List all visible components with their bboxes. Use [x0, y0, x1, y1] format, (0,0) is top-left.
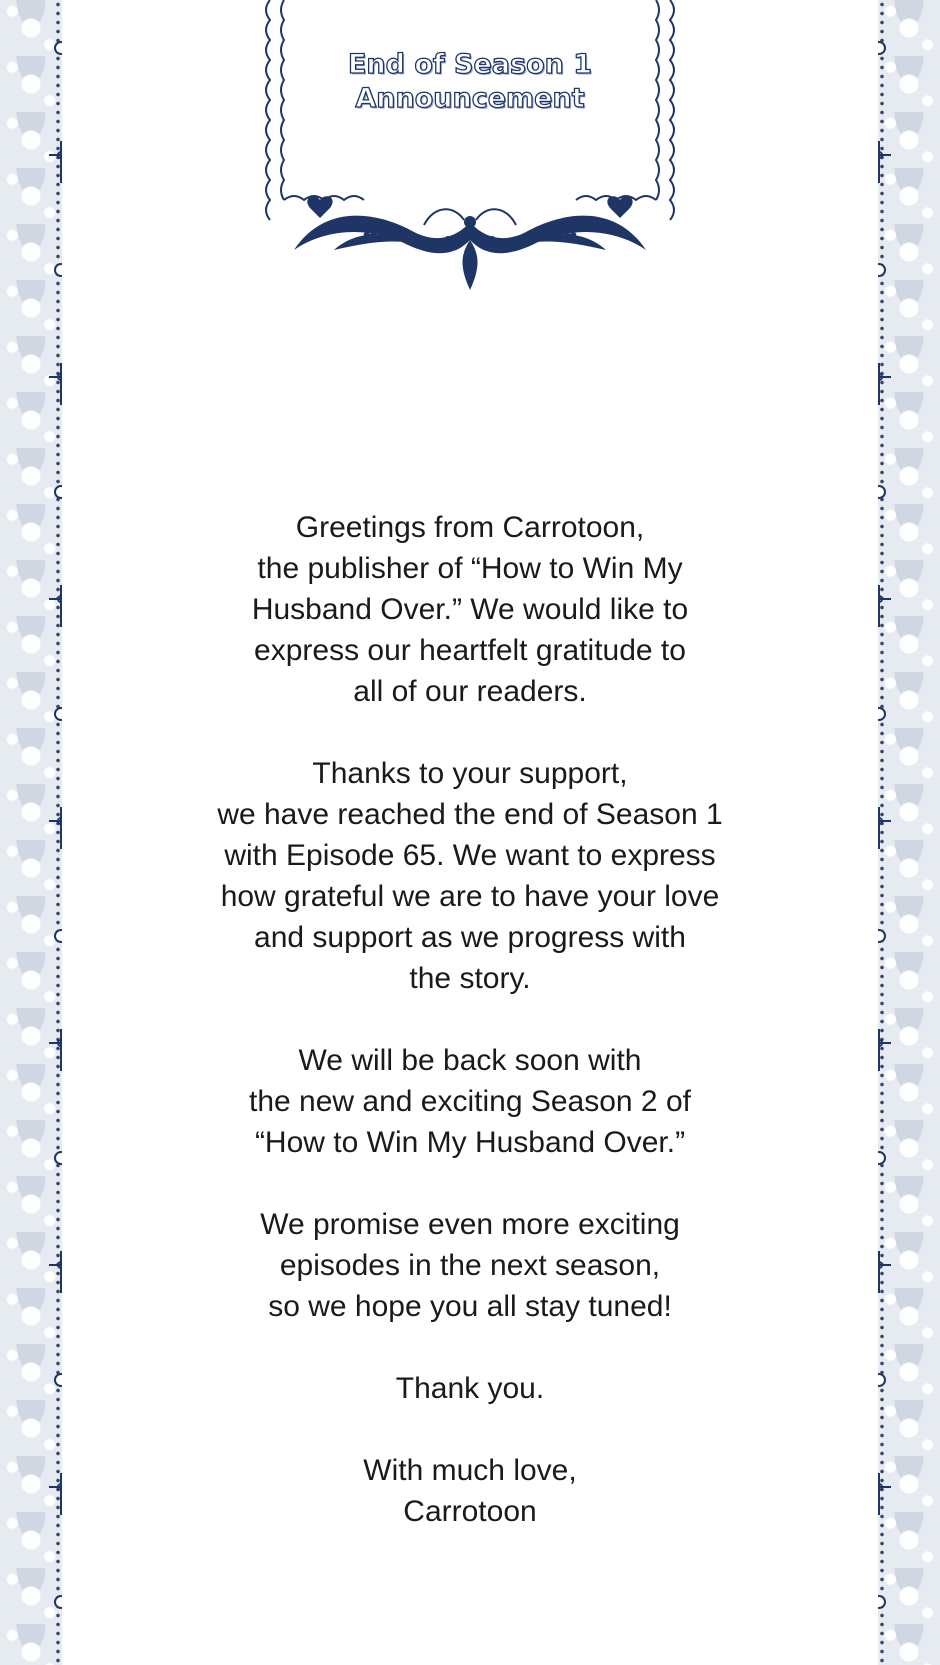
medallion-icon — [878, 708, 885, 720]
cross-ornament-icon — [49, 141, 62, 183]
medallion-icon — [878, 1374, 885, 1386]
text-line: “How to Win My Husband Over.” — [254, 1126, 686, 1159]
medallion-icon — [878, 42, 885, 54]
cross-ornament-icon — [878, 1473, 891, 1515]
medallion-icon — [55, 1596, 62, 1608]
announcement-body — [110, 507, 830, 1532]
title-line: Announcement — [355, 83, 585, 114]
cross-ornament-icon — [878, 363, 891, 405]
medallion-icon — [55, 42, 62, 54]
medallion-icon — [878, 486, 885, 498]
thanks-paragraph — [110, 753, 830, 999]
greeting-paragraph — [110, 507, 830, 712]
text-line: so we hope you all stay tuned! — [268, 1290, 672, 1323]
cross-ornament-icon — [49, 1029, 62, 1071]
title-line: End of Season 1 — [347, 49, 593, 80]
thank-you-paragraph — [110, 1368, 830, 1409]
medallion-icon — [878, 1152, 885, 1164]
cross-ornament-icon — [878, 807, 891, 849]
text-line: We promise even more exciting — [260, 1208, 680, 1241]
text-line: with Episode 65. We want to express — [224, 839, 716, 872]
season-2-paragraph — [110, 1040, 830, 1163]
text-line: all of our readers. — [353, 675, 587, 708]
text-line: how grateful we are to have your love — [220, 880, 720, 913]
right-cross-ornaments — [878, 0, 940, 1665]
ornamental-frame-icon — [264, 0, 676, 300]
cross-ornament-icon — [49, 1251, 62, 1293]
cross-ornament-icon — [49, 363, 62, 405]
medallion-icon — [878, 264, 885, 276]
text-line: Greetings from Carrotoon, — [295, 511, 645, 544]
medallion-icon — [55, 264, 62, 276]
medallion-icon — [55, 1374, 62, 1386]
medallion-icon — [55, 708, 62, 720]
text-line: express our heartfelt gratitude to — [254, 634, 686, 667]
cross-ornament-icon — [49, 585, 62, 627]
promise-paragraph — [110, 1204, 830, 1327]
medallion-icon — [55, 1152, 62, 1164]
medallion-icon — [55, 486, 62, 498]
announcement-title — [264, 48, 676, 116]
left-cross-ornaments — [0, 0, 62, 1665]
text-line: the new and exciting Season 2 of — [249, 1085, 691, 1118]
text-line: the publisher of “How to Win My — [257, 552, 683, 585]
text-line: We will be back soon with — [298, 1044, 642, 1077]
text-line: Thanks to your support, — [312, 757, 628, 790]
signoff-author: Carrotoon — [403, 1495, 537, 1528]
cross-ornament-icon — [878, 1251, 891, 1293]
text-line: the story. — [409, 962, 531, 995]
signoff-line: With much love, — [363, 1454, 577, 1487]
cross-ornament-icon — [49, 807, 62, 849]
text-line: Husband Over.” We would like to — [251, 593, 689, 626]
text-line: Thank you. — [395, 1372, 545, 1405]
right-lace-border — [878, 0, 940, 1665]
cross-ornament-icon — [49, 1473, 62, 1515]
cross-ornament-icon — [878, 1029, 891, 1071]
cross-ornament-icon — [878, 141, 891, 183]
title-frame — [264, 0, 676, 300]
medallion-icon — [55, 930, 62, 942]
text-line: we have reached the end of Season 1 — [217, 798, 723, 831]
medallion-icon — [878, 1596, 885, 1608]
left-lace-border — [0, 0, 62, 1665]
text-line: and support as we progress with — [254, 921, 686, 954]
text-line: episodes in the next season, — [279, 1249, 661, 1282]
medallion-icon — [878, 930, 885, 942]
signoff — [110, 1450, 830, 1532]
cross-ornament-icon — [878, 585, 891, 627]
